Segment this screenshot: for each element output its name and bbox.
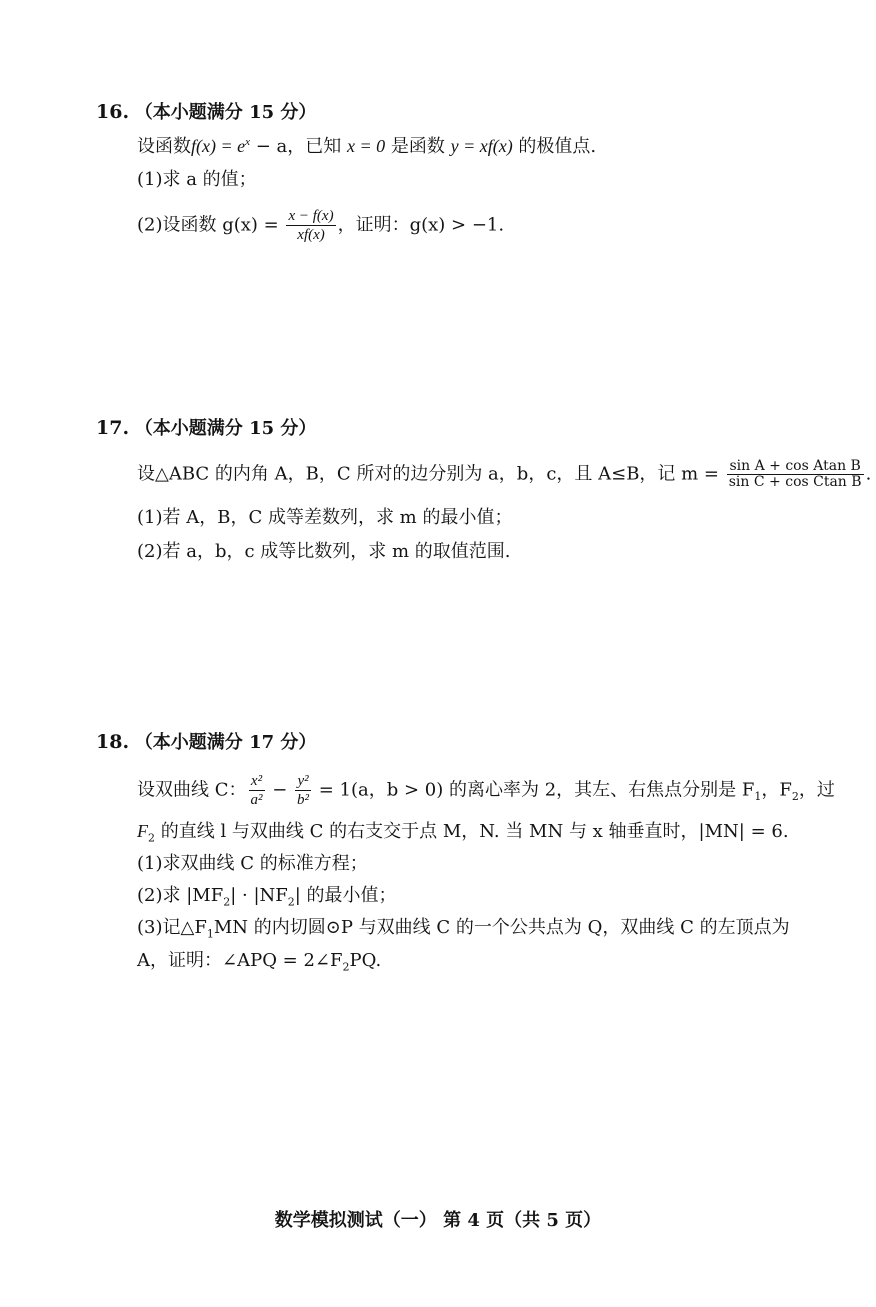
- fraction: $\frac{\text{sin A + cos Atan B}}{\text{sin C + cos Ctan B}}$: [728, 458, 862, 490]
- problem-stem: 设函数$f(x) = e^x - a$，已知 x = 0 是函数 y = xf(x) 的极值点.: [137, 136, 597, 157]
- problem-stem: 设△ABC 的内角 A，B，C 所对的边分别为 a，b，c，且 A≤B，记 m = $\frac{\text{sin A + cos Atan B}}{\text{sin C + cos Ctan B}}$ .: [137, 458, 872, 490]
- part-3: (3)记$\triangle F_1MN$ 的内切圆⊙P 与双曲线 C 的一个公共点为 Q，双曲线 C 的左顶点为: [137, 917, 790, 941]
- part-2: (2)若 a，b，c 成等比数列，求 m 的取值范围.: [137, 541, 511, 562]
- fraction: $\frac{x - f(x)}{xf(x)}$: [288, 208, 334, 243]
- fraction: $\frac{\text{x²}}{\text{a²}}$: [250, 773, 263, 808]
- fraction: $\frac{\text{y²}}{\text{b²}}$: [297, 773, 310, 808]
- problem-number: 17.: [96, 417, 130, 439]
- problem-number: 16.: [96, 101, 130, 123]
- part-1: (1)求双曲线 C 的标准方程；: [137, 853, 368, 874]
- problem-header: （本小题满分 15 分）: [134, 102, 317, 123]
- problem-stem-line-2: $F_2$ 的直线 l 与双曲线 C 的右支交于点 M，N. 当 MN 与 x 轴垂直时，|MN| = 6.: [137, 821, 789, 845]
- part-3-line-2: A，证明：∠APQ = $2\angle F_2PQ$.: [137, 950, 382, 974]
- problem-header: （本小题满分 17 分）: [134, 732, 317, 753]
- page-footer: 数学模拟测试（一） 第 4 页（共 5 页）: [274, 1210, 602, 1231]
- problem-number: 18.: [96, 731, 130, 753]
- problem-stem: 设双曲线 C： $\frac{\text{x²}}{\text{a²}}$ − $\frac{\text{y²}}{\text{b²}}$ = 1(a，b > 0) 的离心率为 2，其左、右焦点分别是 $F_1$，$F_2$，过: [137, 773, 835, 808]
- part-2: (2)设函数 g(x) = $\frac{x - f(x)}{xf(x)}$ ，证明：g(x) > −1.: [137, 208, 505, 243]
- part-1: (1)若 A，B，C 成等差数列，求 m 的最小值；: [137, 507, 513, 528]
- problem-header: （本小题满分 15 分）: [134, 418, 317, 439]
- part-1: (1)求 a 的值；: [137, 169, 257, 190]
- part-2: (2)求 $|MF_2| \cdot |NF_2|$ 的最小值；: [137, 885, 397, 909]
